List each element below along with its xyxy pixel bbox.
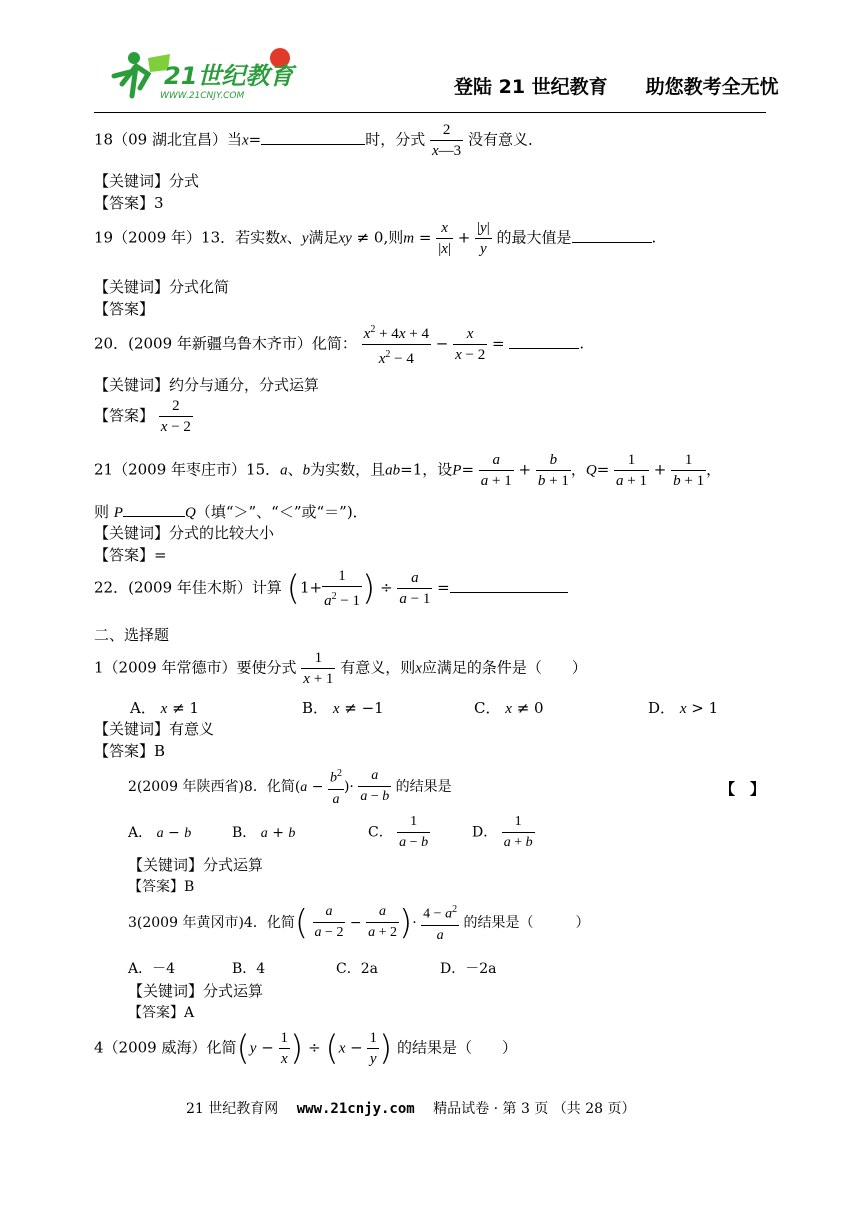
q19-keyword: 【关键词】分式化简 [94,278,230,296]
m3-option-d[interactable]: D．－2a [440,961,497,977]
q21-answer: 【答案】= [94,546,167,564]
footer: 21 世纪教育网 www.21cnjy.com 精品试卷 · 第 3 页 （共 28 页） [186,1101,636,1117]
m2-keyword: 【关键词】分式运算 [128,856,264,874]
m3-keyword: 【关键词】分式运算 [128,982,264,1000]
q20-prefix: 20．(2009 年新疆乌鲁木齐市）化简： [94,334,357,353]
q18-suffix: 没有意义． [467,130,543,149]
m1-line: 1（2009 年常德市）要使分式 $\frac{1}{x + 1}$ 有意义，则x应满足的条件是（ ） [94,650,587,687]
m2-option-c[interactable]: C． $\frac{1}{a - b}$ [368,814,429,850]
site-logo [104,44,304,104]
svg-text:21世纪教育: 21世纪教育 [164,62,294,90]
m3-option-c[interactable]: C．2a [336,961,378,977]
m2-option-a[interactable]: A． a − b [128,825,192,841]
q19-mid: 满足 [308,228,339,247]
q19-suffix: 的最大值是 [496,228,572,247]
m3-option-b[interactable]: B．4 [232,961,266,977]
q18-fraction: $\frac{2}{x—3}$ [432,122,462,159]
m1-option-d[interactable]: D． x > 1 [648,699,719,717]
q18-line: 18（09 湖北宜昌）当x= 时，分式 $\frac{2}{x—3}$ 没有意义． [94,122,543,159]
m1-answer: 【答案】B [94,742,166,760]
m1-option-b[interactable]: B． x ≠ −1 [302,699,384,717]
m2-line: 2(2009 年陕西省)8．化简(a − $\frac{b^2}{a}$ )· $\frac{a}{a - b}$ 的结果是 [128,764,452,810]
svg-text:WWW.21CNJY.COM: WWW.21CNJY.COM [160,91,245,101]
m2-option-d[interactable]: D． $\frac{1}{a + b}$ [472,814,533,850]
q19-line: 19（2009 年）13．若实数x、y满足xy ≠ 0,则m = $\frac{x}{|x|}$ + $\frac{|y|}{y}$ 的最大值是 . [94,220,657,257]
q18-answer: 【答案】3 [94,194,164,212]
q20-line: 20．(2009 年新疆乌鲁木齐市）化简： $\frac{x^2 + 4x + 4}{x^2 - 4}$ − $\frac{x}{x - 2}$ = . [94,320,584,369]
q18-prefix: 18（09 湖北宜昌）当 [94,130,242,149]
m4-line: 4（2009 威海）化简(y − $\frac{1}{x}$ ) ÷ (x − $\frac{1}{y}$ ) 的结果是（ ） [94,1028,518,1069]
footer-url[interactable]: www.21cnjy.com [296,1101,415,1117]
q20-keyword: 【关键词】约分与通分，分式运算 [94,376,320,394]
header-slogan: 登陆 21 世纪教育 助您教考全无忧 [454,76,779,98]
q18-mid: 时，分式 [365,130,426,149]
m1-keyword: 【关键词】有意义 [94,720,215,738]
q20-answer: 【答案】 $\frac{2}{x - 2}$ [94,398,191,435]
q18-keyword: 【关键词】分式 [94,172,200,190]
m3-line: 3(2009 年黄冈市)4．化简( $\frac{a}{a - 2}$ − $\frac{a}{a + 2}$ )· $\frac{4 - a^2}{a}$ 的结果是（ ） [128,900,590,946]
section-heading: 二、选择题 [94,626,170,644]
q19-cond: 则 [388,228,404,247]
m1-option-a[interactable]: A． x ≠ 1 [130,699,199,717]
q21-keyword: 【关键词】分式的比较大小 [94,524,275,542]
header-rule [94,112,766,113]
q19-prefix: 19（2009 年）13．若实数 [94,228,281,247]
m2-bracket: 【 】 [720,780,766,798]
q19-answer: 【答案】 [94,300,155,318]
m2-option-b[interactable]: B． a + b [232,825,296,841]
q22-line: 22．(2009 年佳木斯）计算 (1+ $\frac{1}{a^2 - 1}$ ) ÷ $\frac{a}{a - 1}$ = [94,566,568,611]
q21-line1: 21（2009 年枣庄市）15．a、b为实数，且ab=1，设P= $\frac{a}{a + 1}$ + $\frac{b}{b + 1}$ ，Q= $\frac{1}{a + 1}$ + $\frac{1}{b + 1}$ ， [94,452,722,489]
m3-answer: 【答案】A [128,1005,195,1021]
m1-option-c[interactable]: C． x ≠ 0 [474,699,544,717]
m2-answer: 【答案】B [128,879,195,895]
m3-option-a[interactable]: A．－4 [128,961,176,977]
q21-line2: 则 P Q（填“＞”、“＜”或“＝”)． [94,500,368,522]
